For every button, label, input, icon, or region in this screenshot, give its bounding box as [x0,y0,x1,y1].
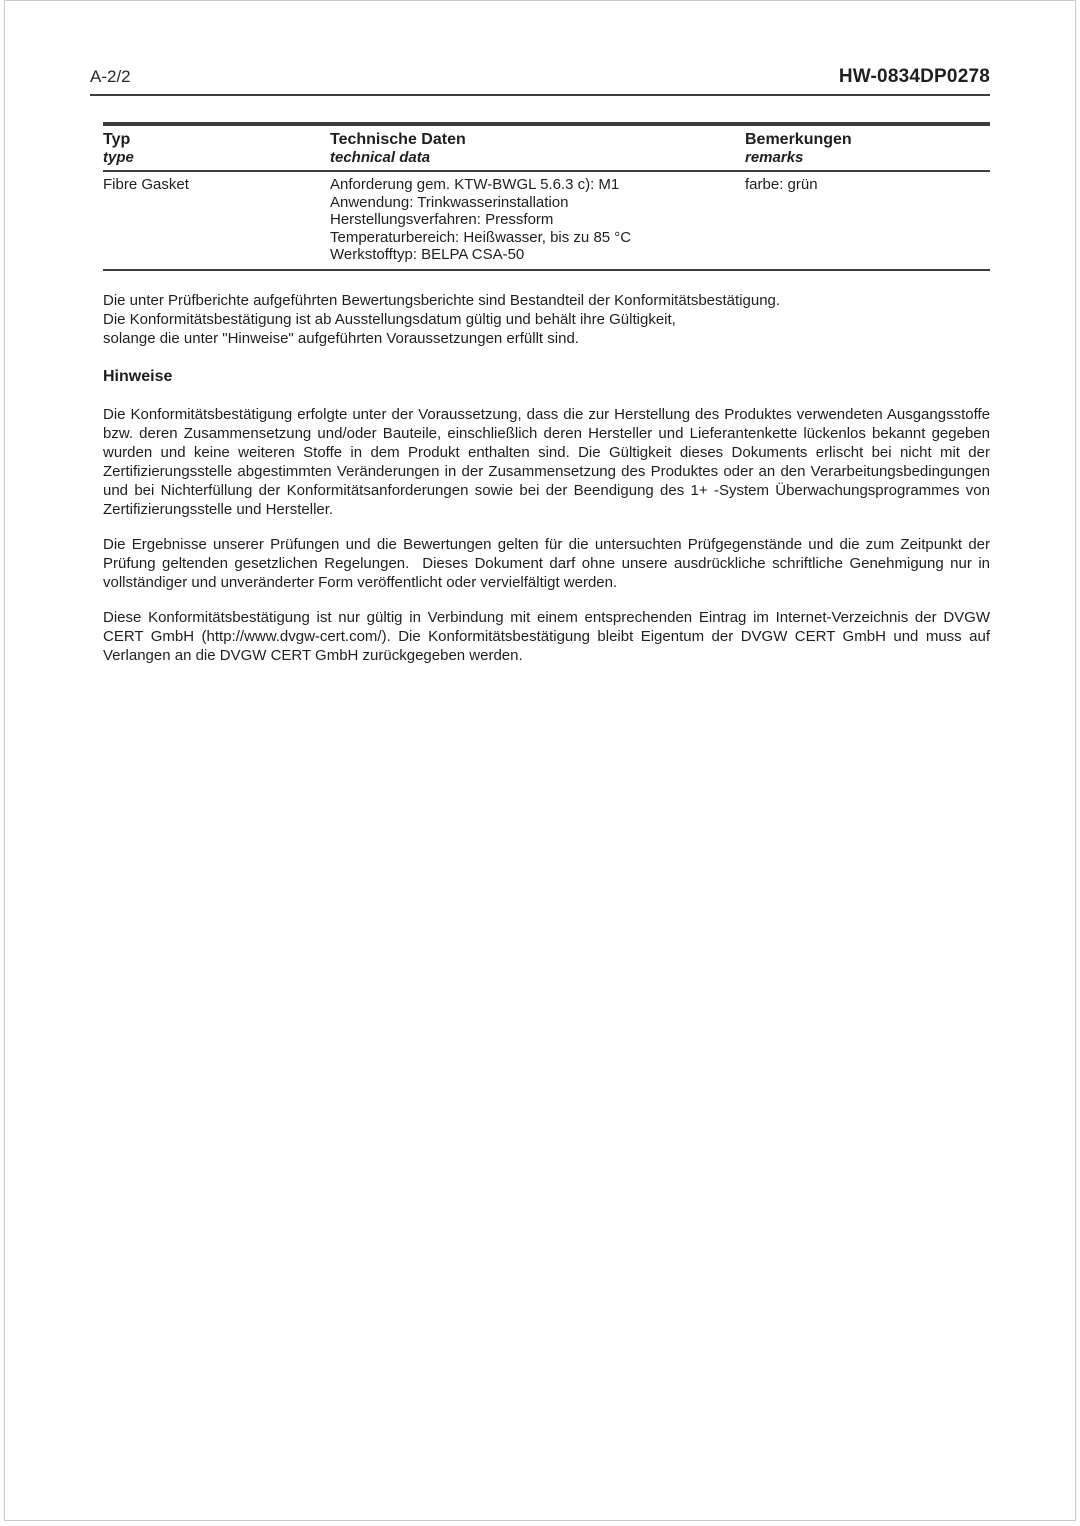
column-header-technical-data-de: Technische Daten [330,131,466,148]
technical-data-line: Anwendung: Trinkwasserinstallation [330,193,569,211]
validity-note [103,291,990,348]
cell-technical-data [330,176,745,264]
column-header-type-en: type [103,149,134,166]
column-header-remarks-en: remarks [745,149,804,166]
document-header [90,0,990,96]
column-header-type-de: Typ [103,131,131,148]
column-header-technical-data [330,130,745,167]
validity-note-line: solange die unter "Hinweise" aufgeführten Voraussetzungen erfüllt sind. [103,329,579,347]
notes-heading: Hinweise [103,367,173,385]
note-paragraph-3: Diese Konformitätsbestätigung ist nur gültig in Verbindung mit einem entsprechenden Eintrag im Internet-Verzeichnis der DVGW CERT GmbH (http://www.dvgw-cert.com/). Die Konformitätsbestätigung bleibt Eigentum der DVGW CERT GmbH und muss auf Verlangen an die DVGW CERT GmbH zurückgegeben werden. [103,608,990,664]
note-paragraph-1: Die Konformitätsbestätigung erfolgte unter der Voraussetzung, dass die zur Herstellung des Produktes verwendeten Ausgangsstoffe bzw. deren Zusammensetzung und/oder Bauteile, einschließlich deren Hersteller und Lieferantenkette lückenlos bekannt gegeben wurden und keine weiteren Stoffe in dem Produkt enthalten sind. Die Gültigkeit dieses Dokuments erlischt bei nicht mit der Zertifizierungsstelle abgestimmten Veränderungen in der Zusammensetzung des Produktes oder an den Verarbeitungsbedingungen und bei Nichterfüllung der Konformitätsanforderungen sowie bei der Beendigung des 1+ -System Überwachungsprogrammes von Zertifizierungsstelle und Hersteller. [103,405,990,518]
column-header-remarks-de: Bemerkungen [745,131,852,148]
technical-data-line: Anforderung gem. KTW-BWGL 5.6.3 c): M1 [330,176,620,193]
technical-data-line: Temperaturbereich: Heißwasser, bis zu 85 °C [330,228,632,246]
column-header-technical-data-en: technical data [330,149,431,166]
cell-type: Fibre Gasket [103,176,189,193]
column-header-remarks [745,130,990,167]
document-page [0,0,1080,665]
validity-note-line: Die Konformitätsbestätigung ist ab Ausstellungsdatum gültig und behält ihre Gültigkeit, [103,310,676,328]
page-number: A-2/2 [90,67,131,86]
technical-data-table [103,122,990,271]
cell-remarks: farbe: grün [745,176,818,193]
technical-data-line: Herstellungsverfahren: Pressform [330,211,554,228]
table-header-row [103,126,990,172]
table-row [103,172,990,271]
document-number: HW-0834DP0278 [838,66,990,87]
column-header-type [103,130,330,167]
technical-data-line: Werkstofftyp: BELPA CSA-50 [330,246,525,263]
validity-note-line: Die unter Prüfberichte aufgeführten Bewertungsberichte sind Bestandteil der Konformitätsbestätigung. [103,291,781,309]
note-paragraph-2: Die Ergebnisse unserer Prüfungen und die Bewertungen gelten für die untersuchten Prüfgegenstände und die zum Zeitpunkt der Prüfung geltenden gesetzlichen Regelungen. Dieses Dokument darf ohne unsere ausdrückliche schriftliche Genehmigung nur in vollständiger und unveränderter Form veröffentlicht oder vervielfältigt werden. [103,535,990,591]
